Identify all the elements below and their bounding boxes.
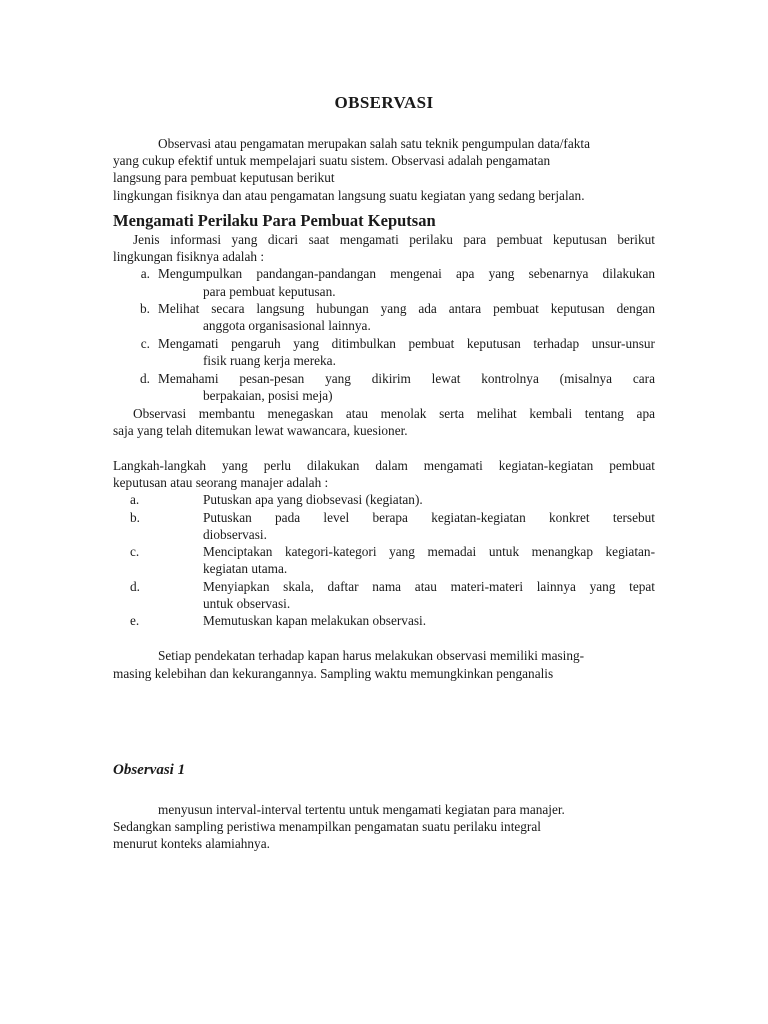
steps-lead-line-2: keputusan atau seorang manajer adalah : [113, 475, 329, 490]
page-title: OBSERVASI [334, 93, 434, 112]
steps-item-text: Putuskan apa yang diobsevasi (kegiatan). [203, 492, 423, 507]
list-item-text-cont: anggota organisasional lainnya. [203, 318, 371, 333]
observasi-1-line-2: Sedangkan sampling peristiwa menampilkan pengamatan suatu perilaku integral [113, 819, 541, 834]
observasi-1-line-3: menurut konteks alamiahnya. [113, 836, 270, 851]
steps-item-label: c. [130, 544, 140, 559]
steps-item-text: Putuskan pada level berapa kegiatan-kegiatan konkret tersebut [203, 510, 655, 525]
section-closing-line-1: Observasi membantu menegaskan atau menolak serta melihat kembali tentang apa [133, 406, 655, 421]
list-item-text: Mengamati pengaruh yang ditimbulkan pembuat keputusan terhadap unsur-unsur [158, 336, 655, 351]
section-heading: Mengamati Perilaku Para Pembuat Keputsan [113, 211, 436, 230]
steps-item-text: Menyiapkan skala, daftar nama atau materi-materi lainnya yang tepat [203, 579, 655, 594]
observasi-1-heading: Observasi 1 [113, 762, 186, 778]
steps-item-label: a. [130, 492, 140, 507]
steps-item-label: b. [130, 510, 140, 525]
steps-item-text: Memutuskan kapan melakukan observasi. [203, 613, 427, 628]
list-item-text: Memahami pesan-pesan yang dikirim lewat kontrolnya (misalnya cara [158, 371, 655, 386]
list-item-text: Mengumpulkan pandangan-pandangan mengenai apa yang sebenarnya dilakukan [158, 266, 655, 281]
steps-item-label: e. [130, 613, 140, 628]
list-item-label: a. [140, 266, 150, 281]
list-item-label: d. [140, 371, 150, 386]
steps-lead-line-1: Langkah-langkah yang perlu dilakukan dalam mengamati kegiatan-kegiatan pembuat [113, 458, 655, 473]
list-item-text-cont: fisik ruang kerja mereka. [203, 353, 336, 368]
observasi-1-line-1: menyusun interval-interval tertentu untuk mengamati kegiatan para manajer. [158, 802, 565, 817]
section-lead-line-1: Jenis informasi yang dicari saat mengamati perilaku para pembuat keputusan berikut [133, 232, 655, 247]
steps-item-text: Menciptakan kategori-kategori yang memadai untuk menangkap kegiatan- [203, 544, 655, 559]
list-item-text: Melihat secara langsung hubungan yang ada antara pembuat keputusan dengan [158, 301, 655, 316]
list-item-text-cont: para pembuat keputusan. [203, 284, 336, 299]
list-item-label: b. [140, 301, 150, 316]
list-item-label: c. [140, 336, 150, 351]
list-item-text-cont: berpakaian, posisi meja) [203, 388, 333, 403]
section-closing-line-2: saja yang telah ditemukan lewat wawancara, kuesioner. [113, 423, 408, 438]
steps-item-text-cont: diobservasi. [203, 527, 267, 542]
steps-item-label: d. [130, 579, 140, 594]
approach-line-1: Setiap pendekatan terhadap kapan harus melakukan observasi memiliki masing- [158, 648, 585, 663]
approach-line-2: masing kelebihan dan kekurangannya. Sampling waktu memungkinkan penganalis [113, 666, 554, 681]
intro-line-3: langsung para pembuat keputusan berikut [113, 170, 335, 185]
intro-line-1: Observasi atau pengamatan merupakan salah satu teknik pengumpulan data/fakta [158, 136, 590, 151]
intro-line-2: yang cukup efektif untuk mempelajari suatu sistem. Observasi adalah pengamatan [113, 153, 551, 168]
intro-line-4: lingkungan fisiknya dan atau pengamatan langsung suatu kegiatan yang sedang berjalan. [113, 188, 585, 203]
steps-item-text-cont: kegiatan utama. [203, 561, 288, 576]
steps-item-text-cont: untuk observasi. [203, 596, 291, 611]
section-lead-line-2: lingkungan fisiknya adalah : [113, 249, 265, 264]
